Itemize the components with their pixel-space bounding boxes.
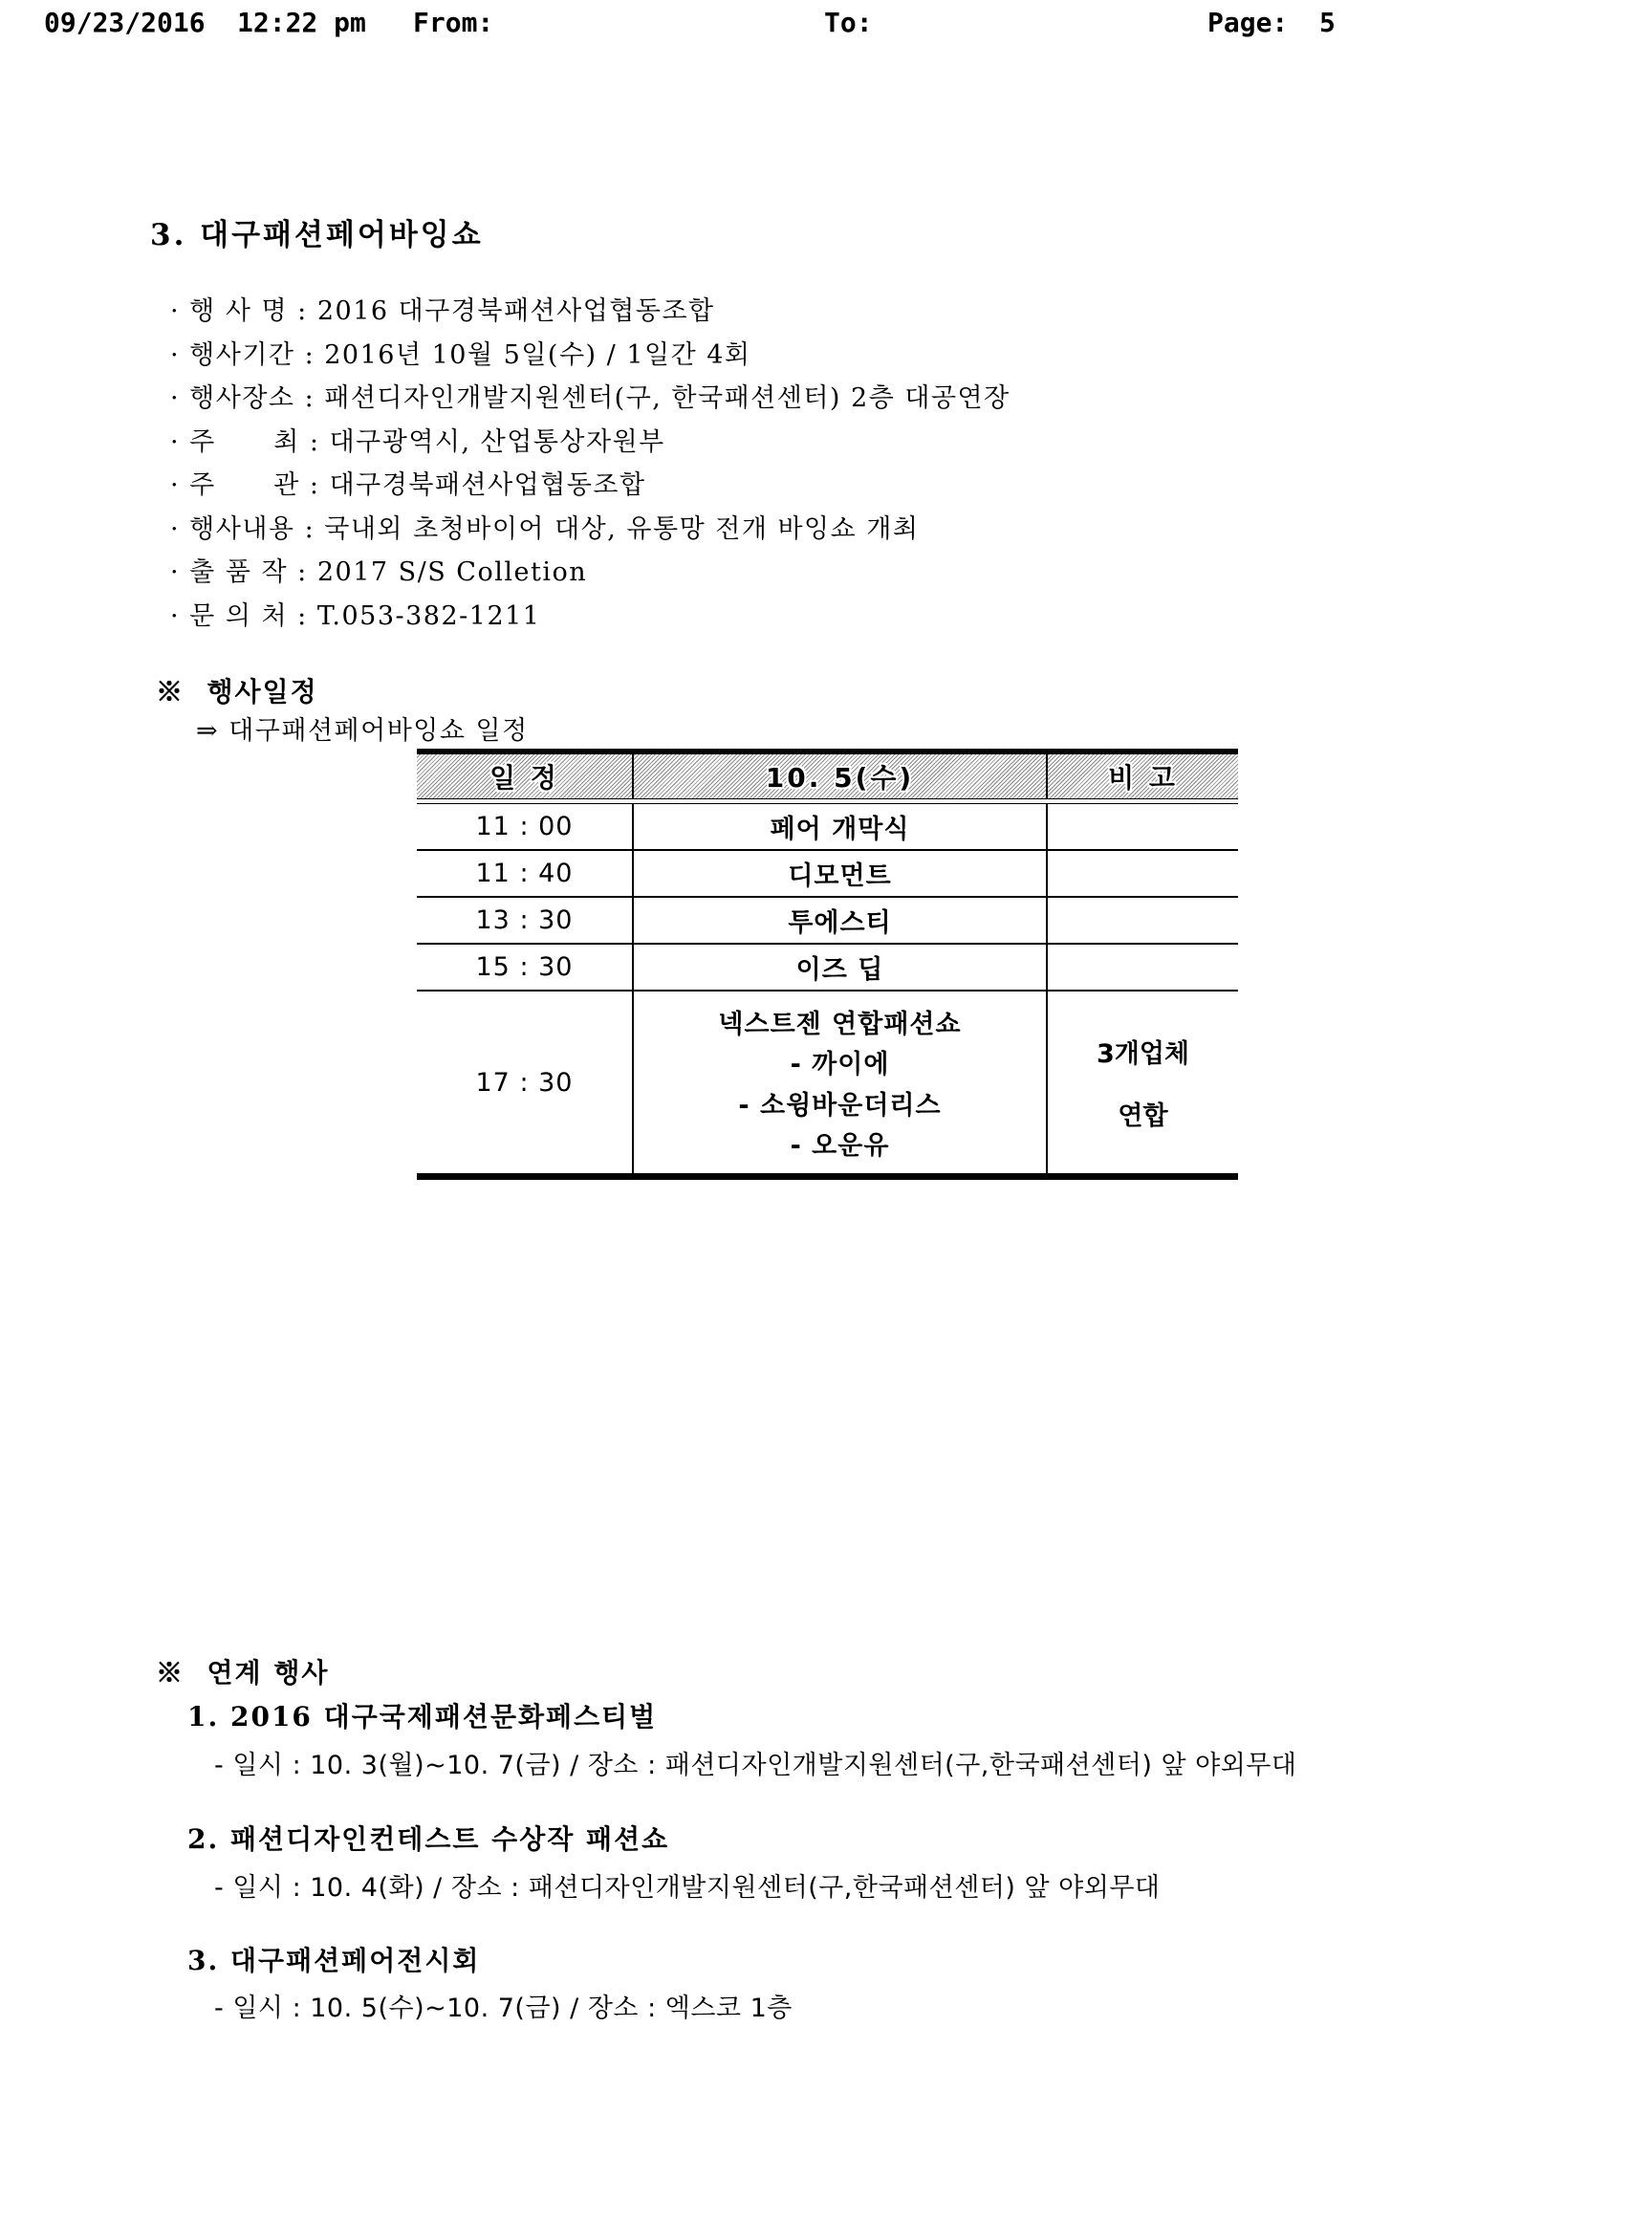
event-cell: 디모먼트	[632, 851, 1048, 896]
event-line: - 까이에	[790, 1050, 890, 1080]
detail-line-exhibit: · 출 품 작 : 2017 S/S Colletion	[170, 557, 588, 587]
detail-line-event-venue: · 행사장소 : 패션디자인개발지원센터(구, 한국패션센터) 2층 대공연장	[170, 383, 1011, 413]
event-cell: 투에스티	[632, 898, 1048, 943]
event-detail-list	[170, 290, 1011, 638]
related-item-title: 1. 2016 대구국제패션문화페스티벌	[187, 1701, 658, 1733]
schedule-table	[417, 749, 1238, 1180]
time-cell: 15 : 30	[475, 952, 574, 982]
event-line: - 오운유	[790, 1131, 890, 1162]
table-row	[417, 804, 1238, 851]
fax-to-label: To:	[824, 7, 873, 38]
table-row	[417, 898, 1238, 945]
fax-page-label: Page:	[1207, 7, 1289, 38]
note-line: 3개업체	[1096, 1039, 1190, 1069]
event-cell: 페어 개막식	[632, 804, 1048, 849]
event-cell: 이즈 딥	[632, 945, 1048, 990]
fax-page-number: 5	[1319, 7, 1336, 38]
section-title: 3. 대구패션페어바잉쇼	[150, 218, 484, 252]
event-cell	[632, 992, 1048, 1173]
table-bottom-border	[417, 1173, 1238, 1180]
event-line: - 소윙바운더리스	[738, 1090, 942, 1121]
fax-from-label: From:	[413, 7, 494, 38]
related-item-title: 2. 패션디자인컨테스트 수상작 패션쇼	[187, 1823, 670, 1855]
time-cell: 13 : 30	[475, 905, 574, 935]
table-header-row	[417, 754, 1238, 799]
related-item-title: 3. 대구패션페어전시회	[187, 1945, 481, 1976]
fax-time: 12:22 pm	[237, 7, 366, 38]
note-line: 연합	[1118, 1101, 1168, 1131]
header-cell-date: 10. 5(수)	[632, 754, 1048, 798]
time-cell: 11 : 00	[475, 812, 574, 841]
note-cell	[1048, 898, 1238, 943]
note-cell	[1048, 851, 1238, 896]
note-cell	[1048, 992, 1238, 1173]
related-events-heading: ※ 연계 행사	[156, 1657, 330, 1689]
table-row	[417, 992, 1238, 1173]
related-item-detail: - 일시 : 10. 5(수)~10. 7(금) / 장소 : 엑스코 1층	[214, 1994, 793, 2023]
header-cell-remarks: 비 고	[1108, 762, 1178, 794]
table-row	[417, 945, 1238, 992]
fax-date: 09/23/2016	[44, 7, 206, 38]
note-cell	[1048, 945, 1238, 990]
time-cell: 17 : 30	[475, 1067, 574, 1098]
table-row	[417, 851, 1238, 898]
schedule-subheading: ⇒ 대구패션페어바잉쇼 일정	[196, 716, 529, 746]
related-item-detail: - 일시 : 10. 4(화) / 장소 : 패션디자인개발지원센터(구,한국패션센터) 앞 야외무대	[214, 1873, 1161, 1903]
detail-line-host: · 주 최 : 대구광역시, 산업통상자원부	[170, 426, 665, 457]
note-cell	[1048, 804, 1238, 849]
detail-line-event-name: · 행 사 명 : 2016 대구경북패션사업협동조합	[170, 296, 715, 326]
detail-line-organizer: · 주 관 : 대구경북패션사업협동조합	[170, 470, 646, 500]
schedule-heading: ※ 행사일정	[156, 676, 318, 708]
event-line: 넥스트젠 연합패션쇼	[718, 1009, 962, 1039]
detail-line-event-content: · 행사내용 : 국내외 초청바이어 대상, 유통망 전개 바잉쇼 개최	[170, 513, 920, 544]
detail-line-event-period: · 행사기간 : 2016년 10월 5일(수) / 1일간 4회	[170, 339, 751, 370]
related-item-detail: - 일시 : 10. 3(월)~10. 7(금) / 장소 : 패션디자인개발지원센터(구,한국패션센터) 앞 야외무대	[214, 1751, 1297, 1780]
detail-line-contact: · 문 의 처 : T.053-382-1211	[170, 600, 541, 631]
header-cell-schedule: 일 정	[489, 762, 559, 794]
time-cell: 11 : 40	[475, 859, 574, 888]
